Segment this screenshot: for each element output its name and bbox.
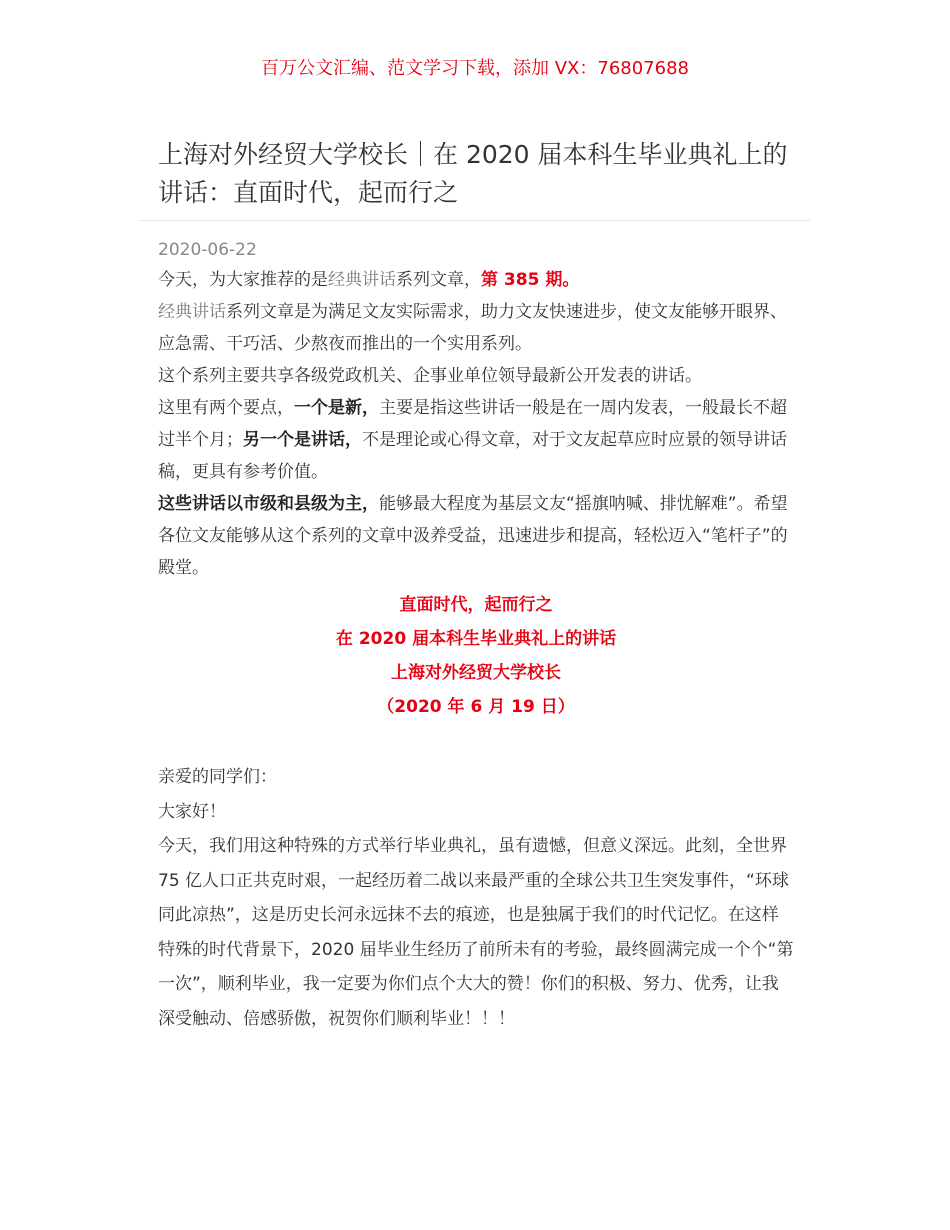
series-name: 经典讲话 <box>158 302 226 322</box>
intro-paragraph-5 <box>158 488 794 584</box>
speech-greeting: 亲爱的同学们： <box>158 767 277 787</box>
focus-statement: 这些讲话以市级和县级为主， <box>158 494 379 514</box>
speech-heading-date: （2020 年 6 月 19 日） <box>377 697 575 717</box>
intro-paragraph-3: 这个系列主要共享各级党政机关、企事业单位领导最新公开发表的讲话。 <box>158 366 702 386</box>
speech-body <box>158 760 794 1036</box>
intro-text: 今天，为大家推荐的是 <box>158 270 328 290</box>
speech-hello: 大家好！ <box>158 801 226 822</box>
intro-text: 主要是指这些讲话一般是在一周内发表，一般最长不超过半个月； <box>158 398 787 450</box>
intro-paragraph-2 <box>158 296 794 360</box>
speech-paragraph-1: 今天，我们用这种特殊的方式举行毕业典礼，虽有遗憾，但意义深远。此刻，全世界 75 亿人口正共克时艰，一起经历着二战以来最严重的全球公共卫生突发事件，“环球同此凉热”，这是历史长河永远抹不去的痕迹，也是独属于我们的时代记忆。在这样特殊的时代背景下，2020 届毕业生经历了前所未有的考验，最终圆满完成一个个“第一次”，顺利毕业，我一定要为你们点个大大的赞！你们的积极、努力、优秀，让我深受触动、倍感骄傲，祝贺你们顺利毕业！！！ <box>158 836 794 1029</box>
article-body <box>158 264 794 1036</box>
title-divider <box>140 220 810 221</box>
point-one: 一个是新， <box>294 398 379 418</box>
intro-paragraph-4 <box>158 392 794 488</box>
speech-heading-speaker: 上海对外经贸大学校长 <box>391 663 561 683</box>
intro-text: 能够最大程度为基层文友“摇旗呐喊、排忧解难”。希望各位文友能够从这个系列的文章中汲养受益，迅速进步和提高，轻松迈入“笔杆子”的殿堂。 <box>158 494 788 578</box>
publish-date: 2020-06-22 <box>158 240 257 260</box>
speech-heading-main: 直面时代，起而行之 <box>399 595 553 615</box>
speech-heading-occasion: 在 2020 届本科生毕业典礼上的讲话 <box>335 629 617 649</box>
series-link: 经典讲话 <box>328 270 396 290</box>
intro-text: 这里有两个要点， <box>158 398 294 418</box>
intro-text: 系列文章是为满足文友实际需求，助力文友快速进步，使文友能够开眼界、应急需、干巧活、少熬夜而推出的一个实用系列。 <box>158 302 787 354</box>
article-title: 上海对外经贸大学校长｜在 2020 届本科生毕业典礼上的讲话：直面时代，起而行之 <box>158 140 788 207</box>
point-two: 另一个是讲话， <box>243 430 362 450</box>
intro-text: 不是理论或心得文章，对于文友起草应时应景的领导讲话稿，更具有参考价值。 <box>158 430 787 482</box>
intro-paragraph-1 <box>158 264 794 296</box>
intro-text: 系列文章， <box>396 270 481 290</box>
promo-banner: 百万公文汇编、范文学习下载，添加 VX：76807688 <box>261 58 689 79</box>
issue-number: 第 385 期。 <box>481 270 580 290</box>
